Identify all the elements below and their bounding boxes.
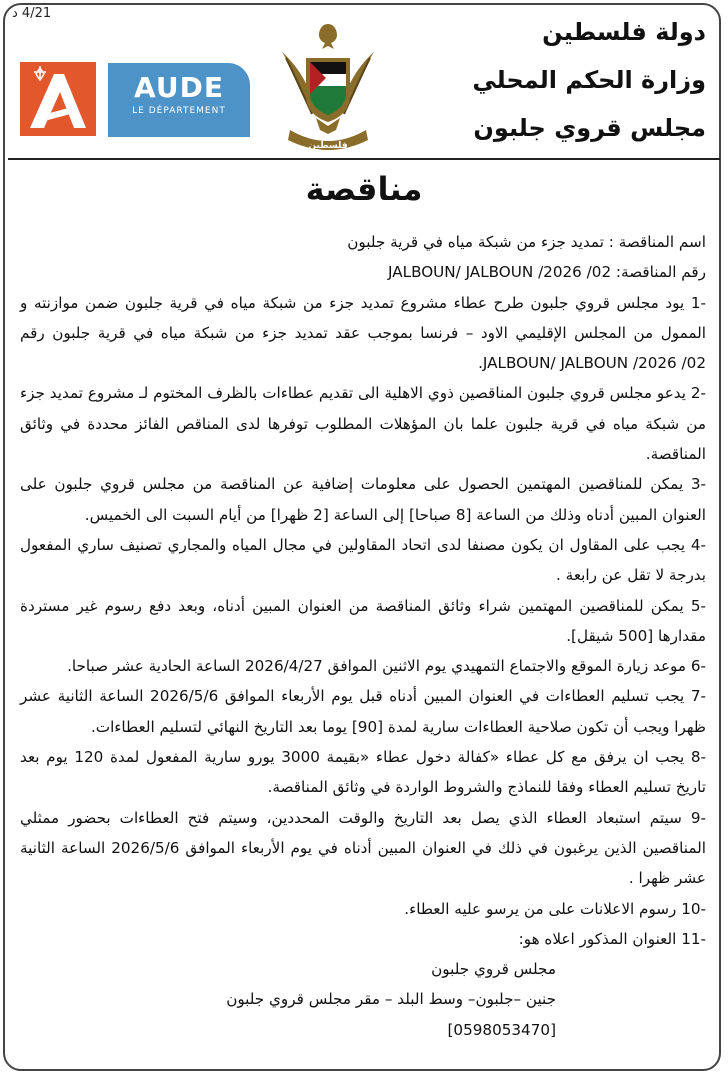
clause-6: -6 موعد زيارة الموقع والاجتماع التمهيدي يوم الاثنين الموافق 2026/4/27 الساعة الحادية عشر صباحا. xyxy=(67,657,706,676)
clause-10: -10 رسوم الاعلانات على من يرسو عليه العطاء. xyxy=(404,899,706,918)
tender-name: اسم المناقصة : تمديد جزء من شبكة مياه في قرية جلبون xyxy=(347,233,706,251)
address-location: جنين –جلبون– وسط البلد – مقر مجلس قروي جلبون xyxy=(226,990,556,1009)
clause-3: -3 يمكن للمناقصين المهتمين الحصول على معلومات إضافية عن المناقصة من مجلس قروي جلبون على العنوان المبين أدناه وذلك من الساعة [8 صباحا] إلى الساعة [2 ظهرا] من أيام السبت الى الخميس. xyxy=(20,475,706,524)
clause-4: -4 يجب على المقاول ان يكون مصنفا لدى اتحاد المقاولين في مجال المياه والمجاري تصنيف ساري المفعول بدرجة لا تقل عن رابعة . xyxy=(20,535,706,585)
emblem-caption: فلسطين xyxy=(308,141,348,151)
tender-body xyxy=(20,227,706,1045)
address-phone: [0598053470] xyxy=(447,1020,556,1039)
header-ministry: وزارة الحكم المحلي xyxy=(472,66,706,94)
clause-5: -5 يمكن للمناقصين المهتمين شراء وثائق المناقصة من العنوان المبين أدناه، وبعد دفع رسوم غير مستردة مقدارها [500 شيقل]. xyxy=(20,596,706,645)
aude-wordmark: AUDE xyxy=(134,71,224,104)
clause-9: -9 سيتم استبعاد العطاء الذي يصل بعد التاريخ والوقت المحددين، وسيتم فتح العطاءات بحضور ممثلي المناقصين الذين يرغبون في ذلك في العنوان المبين أدناه في يوم الأربعاء الموافق 2026/5/6 الساعة الثانية عشر ظهرا . xyxy=(20,808,706,888)
clause-2: -2 يدعو مجلس قروي جلبون المناقصين ذوي الاهلية الى تقديم عطاءات بالظرف المختوم لـ مشروع تمديد جزء من شبكة مياه في قرية جلبون علما بان المؤهلات المطلوب توفرها لدى المناقص الفائز محددة في وثائق المناقصة. xyxy=(20,384,706,464)
aude-subtitle: LE DÉPARTEMENT xyxy=(132,106,226,116)
address-name: مجلس قروي جلبون xyxy=(431,960,556,979)
tender-number: رقم المناقصة: JALBOUN/ JALBOUN /2026 /02 xyxy=(388,263,706,282)
aude-a-logo-icon xyxy=(20,62,96,136)
clause-8: -8 يجب ان يرفق مع كل عطاء «كفالة دخول عطاء «بقيمة 3000 يورو سارية المفعول لمدة 120 يوم بعد تاريخ تسليم العطاء وفقا للنماذج والشروط الواردة في وثائق المناقصة. xyxy=(20,748,706,797)
header-council: مجلس قروي جلبون xyxy=(473,114,706,142)
clause-7: -7 يجب تسليم العطاءات في العنوان المبين أدناه قبل يوم الأربعاء الموافق 2026/5/6 الساعة الثانية عشر ظهرا ويجب أن تكون صلاحية العطاءات سارية لمدة [90] يوما بعد التاريخ النهائي لتسليم العطاءات. xyxy=(20,687,706,736)
aude-departement-logo xyxy=(108,63,250,137)
header-state: دولة فلسطين xyxy=(542,18,706,46)
clause-1: -1 يود مجلس قروي جلبون طرح عطاء مشروع تمديد جزء من شبكة مياه في قرية جلبون ضمن موازنته و الممول من المجلس الإقليمي الاود – فرنسا بموجب عقد تمديد جزء من شبكة مياه في قرية جلبون رقم JALBOUN/ JALBOUN /2026 /02. xyxy=(20,293,706,373)
palestine-emblem-icon xyxy=(276,18,380,158)
clause-11: -11 العنوان المذكور اعلاه هو: xyxy=(518,929,706,948)
page-title: مناقصة xyxy=(305,170,423,208)
header-divider xyxy=(8,158,720,160)
reference-number: 4/21 د xyxy=(12,6,52,21)
